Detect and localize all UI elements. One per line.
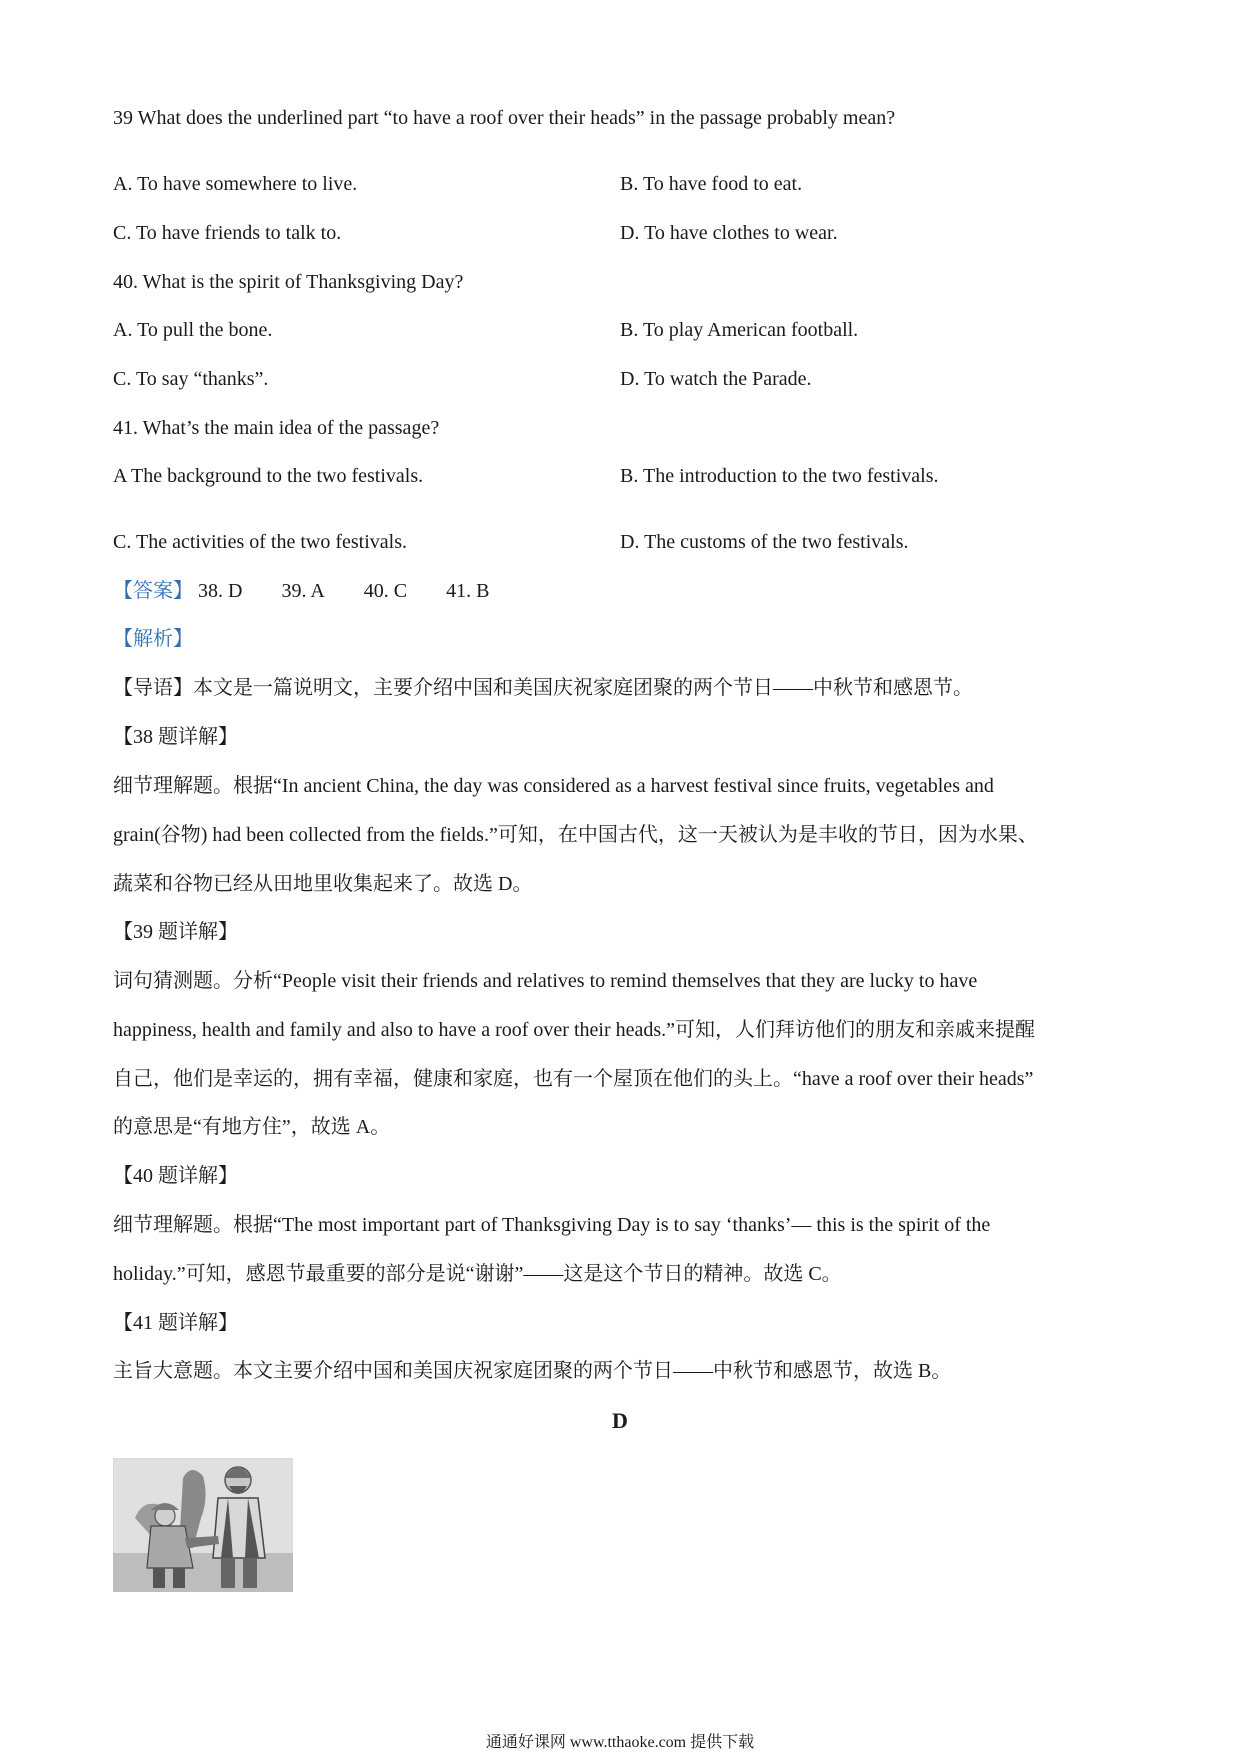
question-40-option-c: C. To say “thanks”.	[113, 368, 269, 390]
question-39-option-c: C. To have friends to talk to.	[113, 222, 342, 244]
detail-40-line: 细节理解题。根据“The most important part of Thanksgiving Day is to say ‘thanks’— this is the spirit of the	[113, 1214, 991, 1236]
answer-item: 40. C	[363, 580, 408, 602]
answer-label: 【答案】	[113, 580, 193, 602]
man-and-boy-illustration-icon	[113, 1458, 293, 1592]
detail-39-line: 自己，他们是幸运的，拥有幸福，健康和家庭，也有一个屋顶在他们的头上。“have a roof over their heads”	[113, 1068, 1034, 1090]
question-41-option-c: C. The activities of the two festivals.	[113, 531, 408, 553]
detail-38-heading: 【38 题详解】	[113, 726, 238, 748]
detail-41-heading: 【41 题详解】	[113, 1312, 238, 1334]
question-41-option-b: B. The introduction to the two festivals.	[620, 465, 939, 487]
detail-39-line: 的意思是“有地方住”，故选 A。	[113, 1116, 391, 1138]
question-40-option-b: B. To play American football.	[620, 319, 859, 341]
detail-40-line: holiday.”可知，感恩节最重要的部分是说“谢谢”——这是这个节日的精神。故选 C。	[113, 1263, 842, 1285]
question-40-stem: 40. What is the spirit of Thanksgiving Day?	[113, 271, 464, 293]
detail-39-heading: 【39 题详解】	[113, 921, 238, 943]
detail-38-line: grain(谷物) had been collected from the fields.”可知，在中国古代，这一天被认为是丰收的节日，因为水果、	[113, 824, 1038, 846]
answer-item: 41. B	[446, 580, 490, 602]
question-40-option-a: A. To pull the bone.	[113, 319, 273, 341]
guide-text: 【导语】本文是一篇说明文，主要介绍中国和美国庆祝家庭团聚的两个节日——中秋节和感恩节。	[113, 677, 973, 699]
analysis-label: 【解析】	[113, 628, 193, 650]
detail-40-heading: 【40 题详解】	[113, 1165, 238, 1187]
answer-row	[113, 577, 489, 605]
question-39-option-d: D. To have clothes to wear.	[620, 222, 838, 244]
answer-item: 39. A	[281, 580, 325, 602]
detail-41-line: 主旨大意题。本文主要介绍中国和美国庆祝家庭团聚的两个节日——中秋节和感恩节，故选 B。	[113, 1360, 952, 1382]
detail-38-line: 细节理解题。根据“In ancient China, the day was considered as a harvest festival since fruits, vegetables and	[113, 775, 994, 797]
question-41-stem: 41. What’s the main idea of the passage?	[113, 417, 440, 439]
question-41-option-d: D. The customs of the two festivals.	[620, 531, 909, 553]
question-39-option-b: B. To have food to eat.	[620, 173, 803, 195]
question-39-stem: 39 What does the underlined part “to have a roof over their heads” in the passage probably mean?	[113, 107, 896, 129]
detail-39-line: happiness, health and family and also to have a roof over their heads.”可知，人们拜访他们的朋友和亲戚来提醒	[113, 1019, 1036, 1041]
section-letter: D	[612, 1408, 628, 1433]
detail-38-line: 蔬菜和谷物已经从田地里收集起来了。故选 D。	[113, 873, 533, 895]
detail-39-line: 词句猜测题。分析“People visit their friends and relatives to remind themselves that they are lucky to have	[113, 970, 978, 992]
question-41-option-a: A The background to the two festivals.	[113, 465, 424, 487]
question-39-option-a: A. To have somewhere to live.	[113, 173, 358, 195]
answer-item: 38. D	[198, 580, 243, 602]
question-40-option-d: D. To watch the Parade.	[620, 368, 812, 390]
footer-watermark: 通通好课网 www.tthaoke.com 提供下载	[485, 1734, 755, 1751]
